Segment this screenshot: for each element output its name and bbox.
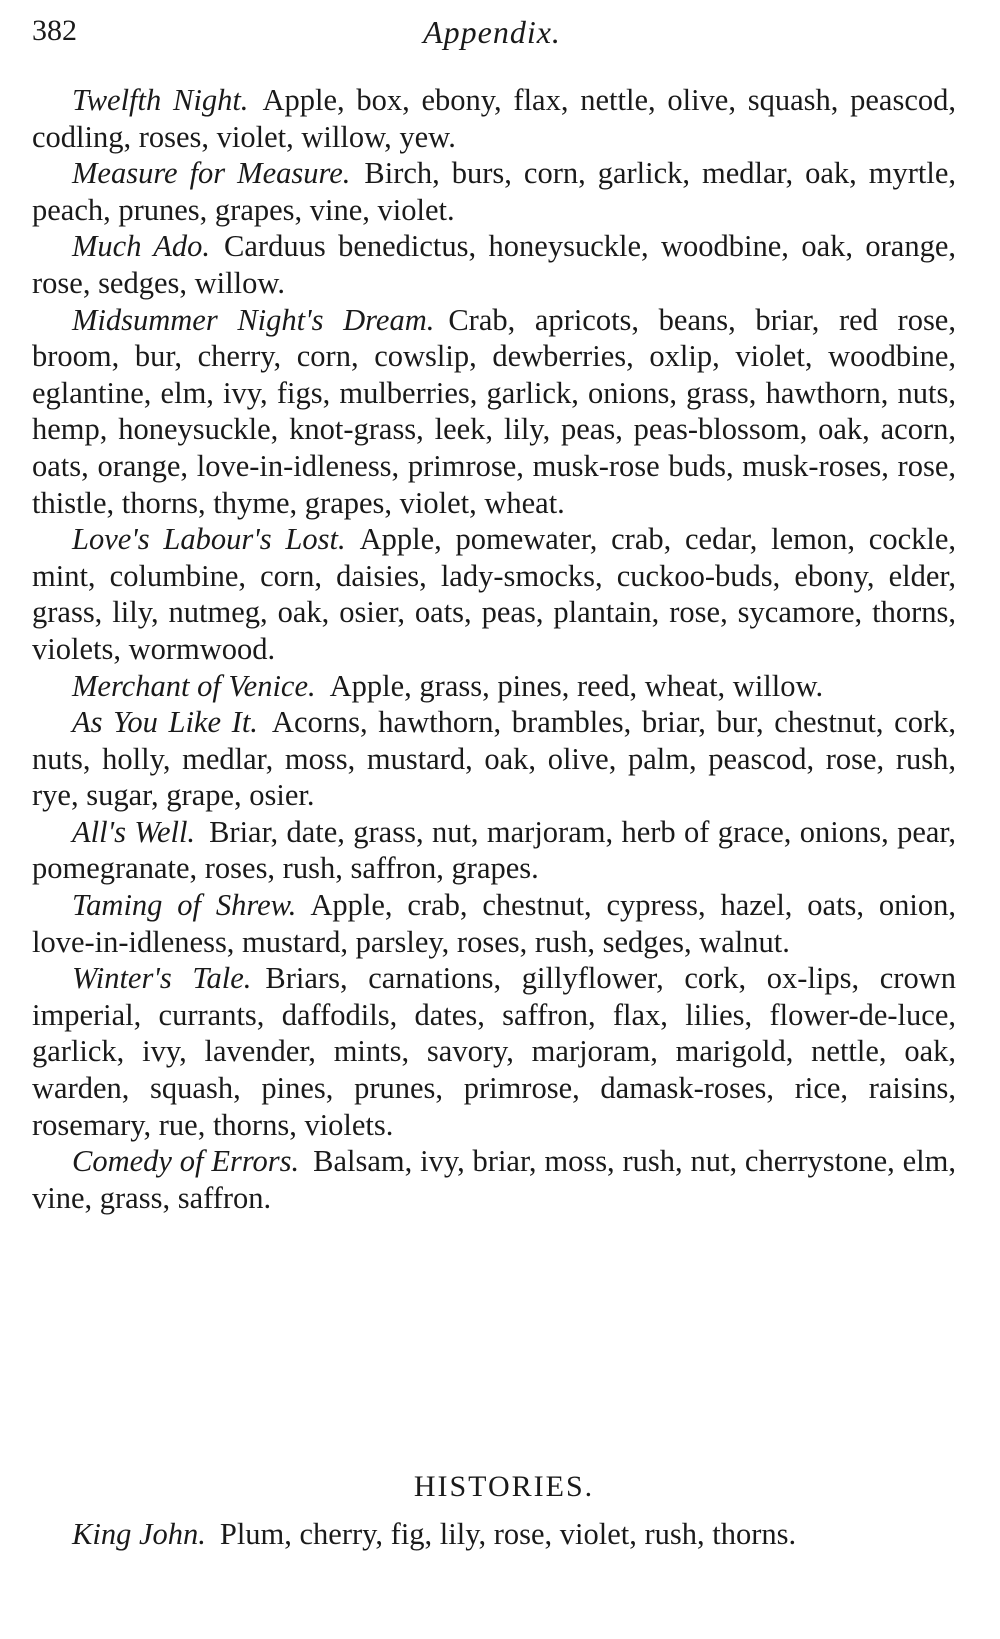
play-entry xyxy=(32,887,956,960)
plant-list: Carduus benedictus, honeysuckle, woodbine, oak, orange, rose, sedges, willow. xyxy=(32,229,956,300)
plant-list: Apple, crab, chestnut, cypress, hazel, oats, onion, love-in-idleness, mustard, parsley, roses, rush, sedges, walnut. xyxy=(32,888,956,959)
play-title: Measure for Measure. xyxy=(72,156,351,191)
plant-list: Apple, box, ebony, flax, nettle, olive, squash, peascod, codling, roses, violet, willow, yew. xyxy=(32,83,956,154)
play-entry xyxy=(32,960,956,1143)
play-entry xyxy=(32,82,956,155)
play-title: As You Like It. xyxy=(72,705,258,740)
play-title: Midsummer Night's Dream. xyxy=(72,302,435,337)
histories-section xyxy=(32,1470,956,1553)
plant-list: Plum, cherry, fig, lily, rose, violet, rush, thorns. xyxy=(219,1517,797,1551)
plant-list: Crab, apricots, beans, briar, red rose, broom, bur, cherry, corn, cowslip, dewberries, oxlip, violet, woodbine, eglantine, elm, ivy, figs, mulberries, garlick, onions, grass, hawthorn, nuts, hemp, honeysuckle, knot-grass, leek, lily, peas, peas-blossom, oak, acorn, oats, orange, love-in-idleness, primrose, musk-rose buds, musk-roses, rose, thistle, thorns, thyme, grapes, violet, wheat. xyxy=(32,302,956,520)
plant-list: Briars, carnations, gillyflower, cork, ox-lips, crown imperial, currants, daffodils, dates, saffron, flax, lilies, flower-de-luce, garlick, ivy, lavender, mints, savory, marjoram, marigold, nettle, oak, warden, squash, pines, prunes, primrose, damask-roses, rice, raisins, rosemary, rue, thorns, violets. xyxy=(32,961,956,1142)
play-title: Love's Labour's Lost. xyxy=(72,522,346,557)
plant-list: Apple, pomewater, crab, cedar, lemon, cockle, mint, columbine, corn, daisies, lady-smocks, cuckoo-buds, ebony, elder, grass, lily, nutmeg, oak, osier, oats, peas, plantain, rose, sycamore, thorns, violets, wormwood. xyxy=(32,522,956,666)
play-entry xyxy=(32,1516,956,1553)
plant-list: Briar, date, grass, nut, marjoram, herb of grace, onions, pear, pomegranate, roses, rush, saffron, grapes. xyxy=(32,814,956,886)
play-entry xyxy=(32,302,956,522)
play-entry xyxy=(32,668,956,705)
play-entry xyxy=(32,228,956,301)
play-entry xyxy=(32,1143,956,1216)
play-entry xyxy=(32,521,956,667)
comedies-list xyxy=(32,82,956,1216)
play-title: King John. xyxy=(72,1517,206,1551)
running-title: Appendix. xyxy=(423,14,561,50)
play-title: Comedy of Errors. xyxy=(72,1144,300,1179)
section-heading: HISTORIES. xyxy=(413,1470,595,1503)
plant-list: Balsam, ivy, briar, moss, rush, nut, cherrystone, elm, vine, grass, saffron. xyxy=(32,1144,956,1215)
running-head xyxy=(32,14,952,58)
play-entry xyxy=(32,814,956,887)
play-title: Twelfth Night. xyxy=(72,83,249,117)
play-title: Merchant of Venice. xyxy=(72,668,316,703)
play-entry xyxy=(32,155,956,228)
page-number: 382 xyxy=(32,14,77,47)
plant-list: Apple, grass, pines, reed, wheat, willow. xyxy=(329,668,824,703)
play-title: All's Well. xyxy=(72,814,196,849)
plant-list: Acorns, hawthorn, brambles, briar, bur, chestnut, cork, nuts, holly, medlar, moss, mustard, oak, olive, palm, peascod, rose, rush, rye, sugar, grape, osier. xyxy=(32,705,956,813)
play-title: Winter's Tale. xyxy=(72,961,252,996)
plant-list: Birch, burs, corn, garlick, medlar, oak, myrtle, peach, prunes, grapes, vine, violet. xyxy=(32,156,956,227)
play-title: Much Ado. xyxy=(72,229,211,264)
play-entry xyxy=(32,704,956,814)
play-title: Taming of Shrew. xyxy=(72,888,297,923)
